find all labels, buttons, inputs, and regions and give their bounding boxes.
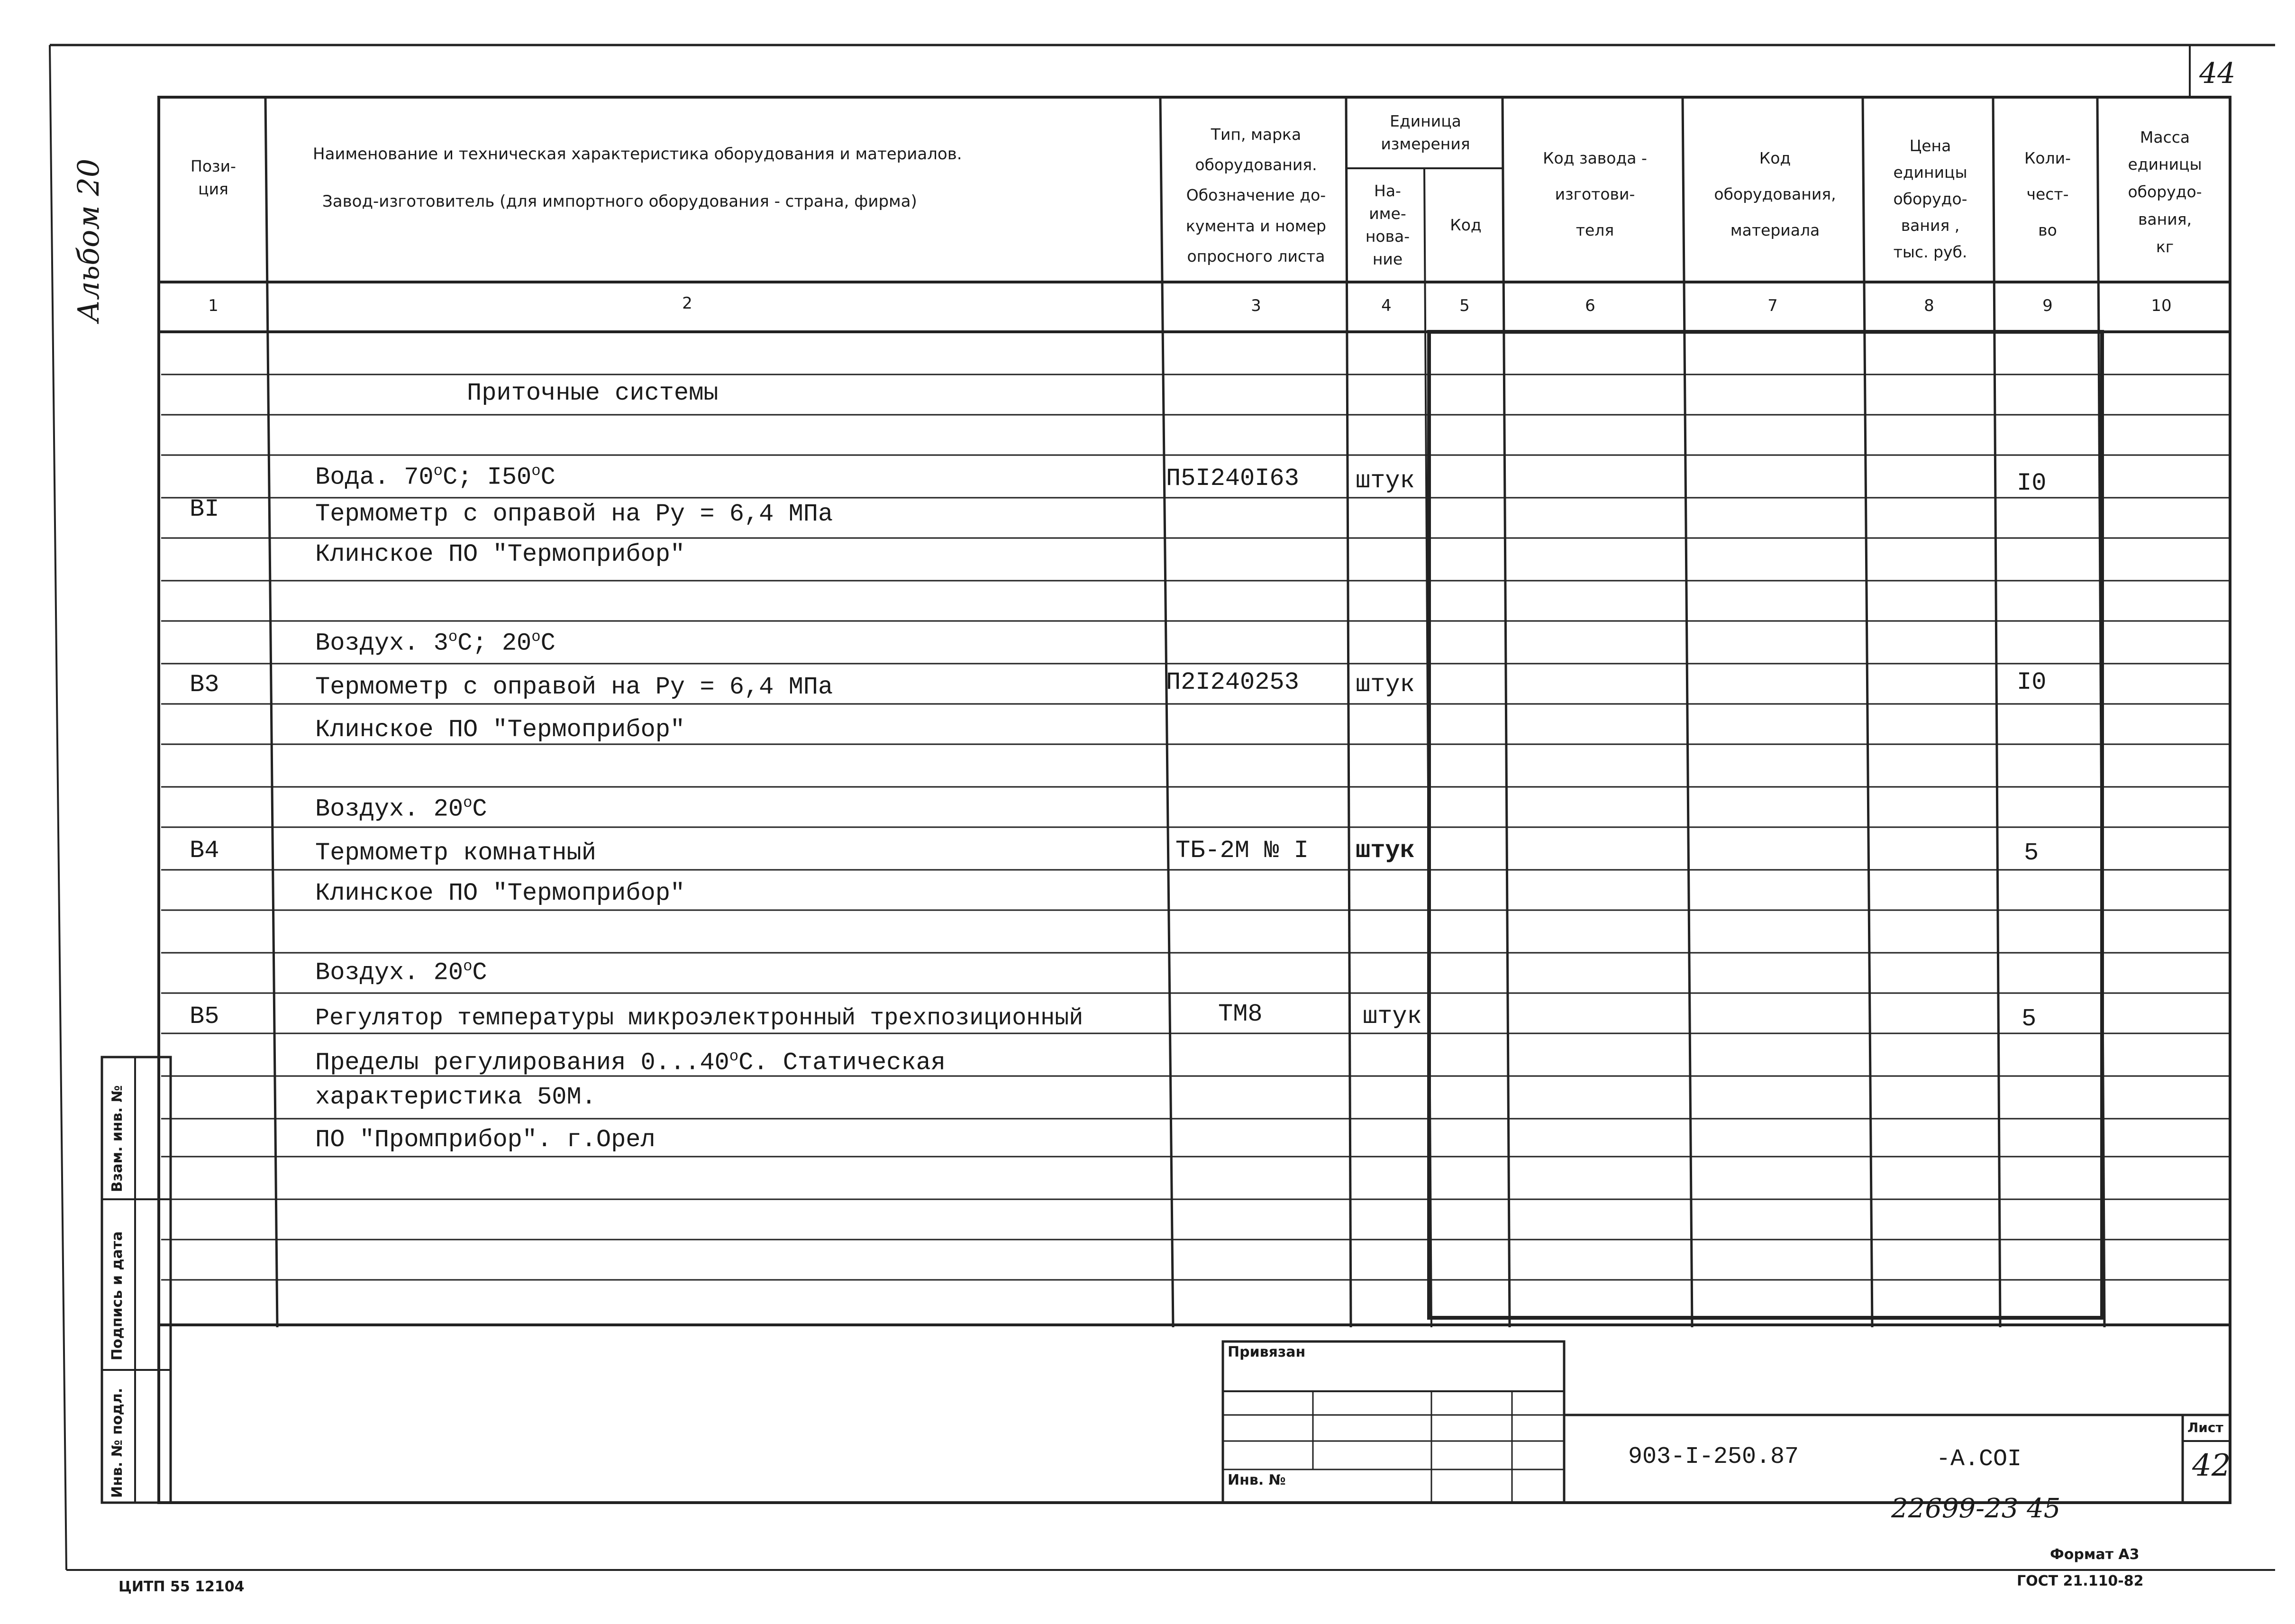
header-plant-code: Код завода - изготови- теля — [1543, 149, 1647, 239]
stamp-original-inv: Инв. № подл. — [109, 1387, 126, 1498]
bottom-left-label: ЦИТП 55 12104 — [118, 1578, 245, 1595]
item-name: Воздух. 3$^o$C; 20$^o$C — [315, 628, 556, 657]
item-name: Клинское ПО "Термоприбор" — [315, 540, 685, 568]
item-position: BI — [190, 495, 219, 523]
item-type: ТМ8 — [1218, 1000, 1263, 1028]
item-unit: штук — [1356, 671, 1415, 699]
sheet-number: 42 — [2192, 1448, 2231, 1483]
col-number: 6 — [1585, 296, 1595, 315]
item-quantity: 5 — [2022, 1005, 2037, 1033]
header-type: Тип, марка оборудования. Обозначение до- кумента и номер опросного листа — [1185, 125, 1327, 266]
item-name: Клинское ПО "Термоприбор" — [315, 879, 685, 907]
col-number: 7 — [1767, 296, 1778, 315]
item-unit: штук — [1356, 467, 1415, 495]
item-position: B5 — [190, 1003, 219, 1031]
item-position: B3 — [190, 671, 219, 699]
item-name: Термометр с оправой на Ру = 6,4 МПа — [315, 673, 833, 701]
document-code: 903-I-250.87 — [1628, 1443, 1799, 1470]
col-number: 10 — [2151, 296, 2172, 315]
item-name: характеристика 50М. — [315, 1083, 596, 1111]
item-quantity: 5 — [2024, 839, 2039, 867]
col-number: 4 — [1381, 296, 1392, 315]
item-name: Воздух. 20$^o$C — [315, 794, 487, 823]
corner-sheet-number: 44 — [2199, 57, 2236, 90]
item-name: Воздух. 20$^o$C — [315, 958, 487, 987]
item-position: B4 — [190, 837, 219, 865]
item-type: П2I240253 — [1166, 668, 1299, 696]
item-quantity: I0 — [2017, 668, 2047, 696]
item-name: Пределы регулирования 0...40$^o$C. Статическая — [315, 1048, 946, 1077]
col-number: 2 — [682, 294, 692, 313]
item-name: Вода. 70$^o$C; I50$^o$C — [315, 462, 556, 492]
header-mass: Масса единицы оборудо- вания, кг — [2128, 128, 2202, 256]
stamp-replace-inv: Взам. инв. № — [109, 1085, 126, 1192]
col-number: 9 — [2042, 296, 2053, 315]
header-name: Наименование и техническая характеристика оборудования и материалов. — [313, 145, 962, 164]
header-unit-group: Единица измерения — [1381, 112, 1470, 153]
stamp-signature-date: Подпись и дата — [109, 1231, 126, 1360]
header-price: Цена единицы оборудо- вания , тыс. руб. — [1893, 136, 1967, 262]
header-position: Пози- ция — [191, 157, 236, 198]
privyazan-label: Привязан — [1228, 1344, 1306, 1360]
gost-label: ГОСТ 21.110-82 — [2017, 1573, 2144, 1589]
col-number: 8 — [1924, 296, 1934, 315]
item-name: ПО "Промприбор". г.Орел — [315, 1126, 656, 1154]
item-name: Термометр с оправой на Ру = 6,4 МПа — [315, 500, 833, 528]
item-type: П5I240I63 — [1166, 465, 1299, 493]
header-unit-name: На- име- нова- ние — [1365, 182, 1410, 268]
header-unit-code: Код — [1450, 216, 1482, 235]
sheet-label: Лист — [2187, 1420, 2223, 1435]
archive-number: 22699-23 45 — [1891, 1493, 2061, 1524]
header-quantity: Коли- чест- во — [2024, 149, 2071, 239]
section-title: Приточные системы — [467, 379, 719, 407]
item-unit: штук — [1363, 1003, 1422, 1031]
item-name: Клинское ПО "Термоприбор" — [315, 716, 685, 744]
item-type: ТБ-2М № I — [1175, 837, 1309, 865]
col-number: 3 — [1251, 296, 1261, 315]
header-manufacturer: Завод-изготовитель (для импортного оборудования - страна, фирма) — [322, 192, 917, 211]
col-number: 5 — [1459, 296, 1470, 315]
album-label: Альбом 20 — [71, 158, 106, 322]
item-name: Термометр комнатный — [315, 839, 596, 867]
format-label: Формат A3 — [2050, 1546, 2140, 1563]
item-unit: штук — [1356, 837, 1415, 865]
item-quantity: I0 — [2017, 469, 2047, 497]
col-number: 1 — [208, 296, 219, 315]
inv-no-label: Инв. № — [1228, 1472, 1286, 1488]
document-suffix: -A.COI — [1936, 1446, 2022, 1473]
item-name: Регулятор температуры микроэлектронный трехпозиционный — [315, 1005, 1084, 1032]
header-equipment-code: Код оборудования, материала — [1714, 149, 1836, 239]
